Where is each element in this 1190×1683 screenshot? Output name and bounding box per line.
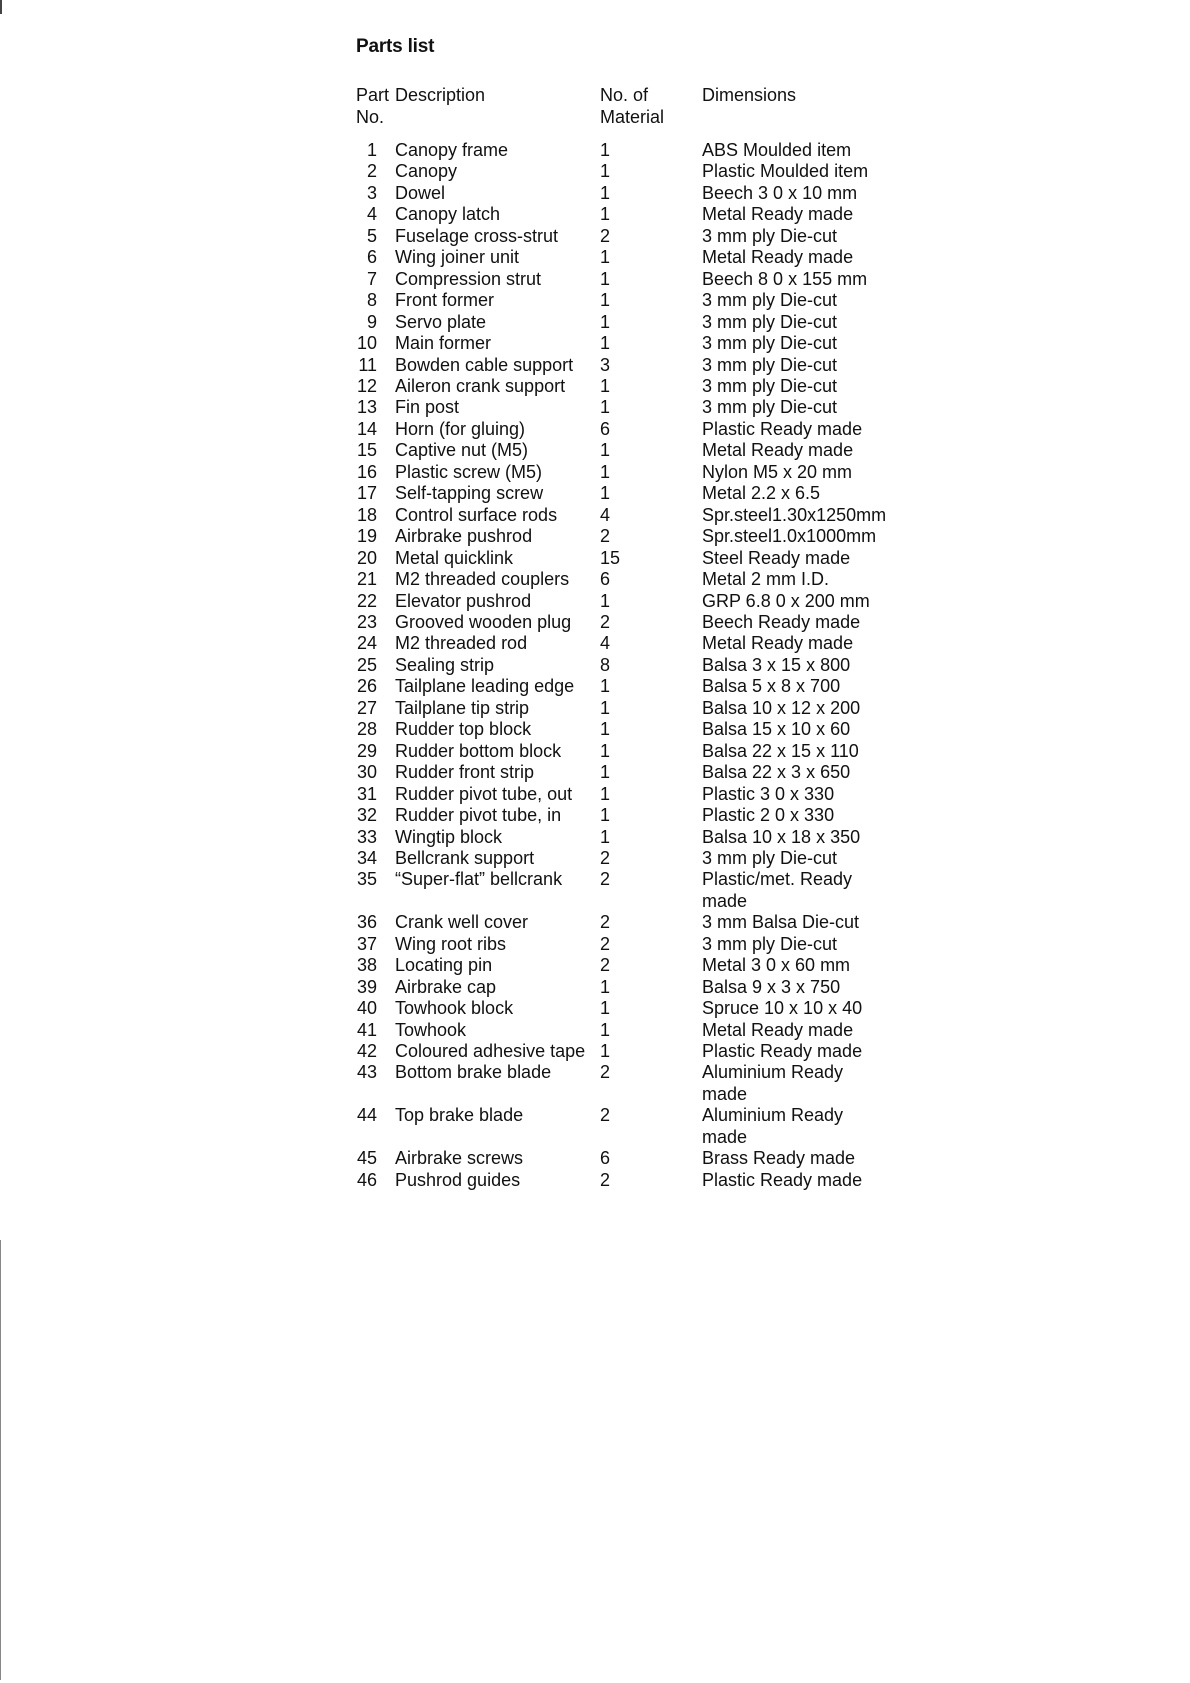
part-number: 7 bbox=[366, 268, 377, 289]
part-quantity: 1 bbox=[600, 268, 611, 289]
part-description: Elevator pushrod bbox=[395, 590, 532, 611]
part-number: 42 bbox=[356, 1041, 377, 1062]
part-number: 22 bbox=[356, 590, 377, 611]
part-quantity: 1 bbox=[600, 140, 611, 160]
part-quantity: 1 bbox=[600, 740, 611, 761]
part-number: 9 bbox=[366, 311, 377, 332]
table-row bbox=[0, 290, 1190, 311]
part-quantity: 1 bbox=[600, 247, 611, 268]
table-row bbox=[0, 269, 1190, 290]
part-dimensions: Balsa 22 x 15 x 110 bbox=[702, 740, 859, 761]
part-dimensions: Balsa 22 x 3 x 650 bbox=[702, 762, 851, 783]
part-dimensions: Metal Ready made bbox=[702, 204, 854, 225]
header-quantity: No. of Material bbox=[600, 85, 665, 127]
part-quantity: 1 bbox=[600, 311, 611, 332]
part-dimensions: Balsa 15 x 10 x 60 bbox=[702, 719, 851, 740]
part-quantity: 2 bbox=[600, 933, 611, 954]
table-row bbox=[0, 1041, 1190, 1062]
part-description: Top brake blade bbox=[395, 1105, 524, 1126]
part-number: 25 bbox=[356, 654, 377, 675]
part-number: 35 bbox=[356, 869, 377, 890]
table-row bbox=[0, 934, 1190, 955]
part-quantity: 1 bbox=[600, 483, 611, 504]
part-description: Grooved wooden plug bbox=[395, 611, 572, 632]
part-description: Wing joiner unit bbox=[395, 247, 520, 268]
part-number: 41 bbox=[356, 1019, 377, 1040]
part-dimensions: Metal 2 mm I.D. bbox=[702, 569, 830, 590]
table-row bbox=[0, 1062, 1190, 1105]
part-quantity: 1 bbox=[600, 204, 611, 225]
part-description: Pushrod guides bbox=[395, 1169, 521, 1190]
part-dimensions: Metal Ready made bbox=[702, 247, 854, 268]
left-edge-mark bbox=[0, 1240, 1, 1680]
part-dimensions: Metal Ready made bbox=[702, 440, 854, 461]
part-dimensions: 3 mm ply Die-cut bbox=[702, 933, 838, 954]
part-description: Towhook block bbox=[395, 998, 514, 1019]
part-dimensions: Balsa 10 x 12 x 200 bbox=[702, 697, 861, 718]
part-description: Fin post bbox=[395, 397, 460, 418]
part-dimensions: 3 mm ply Die-cut bbox=[702, 290, 838, 311]
part-quantity: 2 bbox=[600, 225, 611, 246]
part-quantity: 2 bbox=[600, 1105, 611, 1126]
part-number: 36 bbox=[356, 912, 377, 933]
parts-table bbox=[0, 140, 1190, 1191]
part-number: 4 bbox=[366, 204, 377, 225]
part-description: Rudder top block bbox=[395, 719, 532, 740]
part-dimensions: Metal Ready made bbox=[702, 633, 854, 654]
part-dimensions: Plastic 2 0 x 330 bbox=[702, 805, 835, 826]
part-dimensions: ABS Moulded item bbox=[702, 140, 852, 160]
table-row bbox=[0, 977, 1190, 998]
part-quantity: 1 bbox=[600, 697, 611, 718]
part-description: Bellcrank support bbox=[395, 847, 535, 868]
part-quantity: 2 bbox=[600, 847, 611, 868]
part-description: M2 threaded couplers bbox=[395, 569, 570, 590]
header-dimensions: Dimensions bbox=[702, 85, 797, 105]
table-row bbox=[0, 805, 1190, 826]
part-quantity: 3 bbox=[600, 354, 611, 375]
part-quantity: 1 bbox=[600, 762, 611, 783]
table-row bbox=[0, 1170, 1190, 1191]
table-row bbox=[0, 440, 1190, 461]
part-quantity: 2 bbox=[600, 1062, 611, 1083]
part-dimensions: Plastic Ready made bbox=[702, 1169, 863, 1190]
part-description: Rudder pivot tube, in bbox=[395, 805, 562, 826]
part-number: 20 bbox=[356, 547, 377, 568]
part-number: 37 bbox=[356, 933, 377, 954]
part-quantity: 1 bbox=[600, 397, 611, 418]
part-description: Fuselage cross-strut bbox=[395, 225, 559, 246]
part-number: 12 bbox=[356, 375, 377, 396]
part-number: 5 bbox=[366, 225, 377, 246]
part-description: “Super-flat” bellcrank bbox=[395, 869, 563, 890]
part-number: 29 bbox=[356, 740, 377, 761]
part-number: 8 bbox=[366, 290, 377, 311]
table-row bbox=[0, 526, 1190, 547]
table-row bbox=[0, 719, 1190, 740]
part-number: 17 bbox=[356, 483, 377, 504]
part-number: 23 bbox=[356, 611, 377, 632]
table-row bbox=[0, 161, 1190, 182]
part-description: Compression strut bbox=[395, 268, 542, 289]
part-number: 46 bbox=[356, 1169, 377, 1190]
part-number: 28 bbox=[356, 719, 377, 740]
part-dimensions: Beech 8 0 x 155 mm bbox=[702, 268, 868, 289]
table-row bbox=[0, 333, 1190, 354]
table-row bbox=[0, 462, 1190, 483]
part-description: Metal quicklink bbox=[395, 547, 514, 568]
part-description: Horn (for gluing) bbox=[395, 418, 526, 439]
table-row bbox=[0, 397, 1190, 418]
part-number: 3 bbox=[366, 182, 377, 203]
part-description: Bottom brake blade bbox=[395, 1062, 552, 1083]
part-description: Bowden cable support bbox=[395, 354, 574, 375]
part-dimensions: 3 mm ply Die-cut bbox=[702, 225, 838, 246]
part-quantity: 1 bbox=[600, 783, 611, 804]
part-number: 34 bbox=[356, 847, 377, 868]
part-description: Canopy bbox=[395, 161, 458, 182]
part-quantity: 2 bbox=[600, 526, 611, 547]
table-row bbox=[0, 312, 1190, 333]
part-number: 27 bbox=[356, 697, 377, 718]
part-dimensions: 3 mm ply Die-cut bbox=[702, 397, 838, 418]
part-quantity: 1 bbox=[600, 461, 611, 482]
part-description: Coloured adhesive tape bbox=[395, 1041, 586, 1062]
table-row bbox=[0, 1148, 1190, 1169]
part-quantity: 4 bbox=[600, 633, 611, 654]
header-description: Description bbox=[395, 85, 486, 105]
left-edge-mark bbox=[0, 0, 2, 14]
part-description: Aileron crank support bbox=[395, 375, 566, 396]
part-number: 38 bbox=[356, 955, 377, 976]
part-dimensions: Metal 3 0 x 60 mm bbox=[702, 955, 851, 976]
part-quantity: 2 bbox=[600, 1169, 611, 1190]
part-quantity: 1 bbox=[600, 719, 611, 740]
part-quantity: 1 bbox=[600, 290, 611, 311]
part-dimensions: Beech Ready made bbox=[702, 611, 861, 632]
part-number: 44 bbox=[356, 1105, 377, 1126]
part-dimensions: Balsa 3 x 15 x 800 bbox=[702, 654, 851, 675]
part-description: Front former bbox=[395, 290, 495, 311]
part-quantity: 1 bbox=[600, 440, 611, 461]
part-description: Airbrake cap bbox=[395, 976, 497, 997]
part-dimensions: Plastic Moulded item bbox=[702, 161, 869, 182]
part-dimensions: Aluminium Ready made bbox=[702, 1062, 844, 1104]
page-title: Parts list bbox=[356, 36, 435, 57]
part-dimensions: Aluminium Ready made bbox=[702, 1105, 844, 1147]
table-row bbox=[0, 612, 1190, 633]
part-number: 32 bbox=[356, 805, 377, 826]
part-dimensions: Brass Ready made bbox=[702, 1148, 856, 1169]
part-description: Sealing strip bbox=[395, 654, 495, 675]
part-quantity: 6 bbox=[600, 569, 611, 590]
part-description: Wing root ribs bbox=[395, 933, 507, 954]
part-number: 31 bbox=[356, 783, 377, 804]
table-row bbox=[0, 827, 1190, 848]
part-number: 45 bbox=[356, 1148, 377, 1169]
table-row bbox=[0, 140, 1190, 161]
part-description: Captive nut (M5) bbox=[395, 440, 529, 461]
table-row bbox=[0, 1105, 1190, 1148]
part-dimensions: Spr.steel1.30x1250mm bbox=[702, 504, 887, 525]
part-number: 15 bbox=[356, 440, 377, 461]
part-quantity: 1 bbox=[600, 1019, 611, 1040]
part-description: Wingtip block bbox=[395, 826, 503, 847]
part-quantity: 1 bbox=[600, 976, 611, 997]
table-row bbox=[0, 869, 1190, 912]
part-quantity: 2 bbox=[600, 611, 611, 632]
part-dimensions: GRP 6.8 0 x 200 mm bbox=[702, 590, 870, 611]
part-number: 2 bbox=[366, 161, 377, 182]
part-dimensions: Metal 2.2 x 6.5 bbox=[702, 483, 821, 504]
part-number: 19 bbox=[356, 526, 377, 547]
part-number: 16 bbox=[356, 461, 377, 482]
table-row bbox=[0, 226, 1190, 247]
part-quantity: 6 bbox=[600, 1148, 611, 1169]
table-row bbox=[0, 505, 1190, 526]
part-quantity: 15 bbox=[600, 547, 621, 568]
table-row bbox=[0, 376, 1190, 397]
part-quantity: 4 bbox=[600, 504, 611, 525]
table-row bbox=[0, 419, 1190, 440]
part-dimensions: Spr.steel1.0x1000mm bbox=[702, 526, 877, 547]
part-dimensions: Plastic Ready made bbox=[702, 1041, 863, 1062]
part-number: 26 bbox=[356, 676, 377, 697]
table-row bbox=[0, 655, 1190, 676]
part-number: 14 bbox=[356, 418, 377, 439]
part-description: Rudder bottom block bbox=[395, 740, 562, 761]
part-dimensions: Steel Ready made bbox=[702, 547, 851, 568]
part-number: 21 bbox=[356, 569, 377, 590]
part-dimensions: Plastic Ready made bbox=[702, 418, 863, 439]
part-quantity: 1 bbox=[600, 998, 611, 1019]
table-row bbox=[0, 676, 1190, 697]
part-description: Crank well cover bbox=[395, 912, 529, 933]
table-row bbox=[0, 998, 1190, 1019]
table-row bbox=[0, 591, 1190, 612]
part-dimensions: Plastic/met. Ready made bbox=[702, 869, 853, 911]
part-quantity: 1 bbox=[600, 590, 611, 611]
part-quantity: 6 bbox=[600, 418, 611, 439]
part-dimensions: Metal Ready made bbox=[702, 1019, 854, 1040]
part-quantity: 2 bbox=[600, 869, 611, 890]
part-number: 6 bbox=[366, 247, 377, 268]
part-description: Plastic screw (M5) bbox=[395, 461, 543, 482]
part-description: Locating pin bbox=[395, 955, 493, 976]
part-description: Airbrake screws bbox=[395, 1148, 524, 1169]
header-part-no: Part No. bbox=[356, 85, 390, 127]
part-description: Rudder front strip bbox=[395, 762, 535, 783]
part-number: 30 bbox=[356, 762, 377, 783]
part-description: Control surface rods bbox=[395, 504, 558, 525]
part-quantity: 1 bbox=[600, 1041, 611, 1062]
part-description: Servo plate bbox=[395, 311, 487, 332]
part-description: Self-tapping screw bbox=[395, 483, 544, 504]
part-description: Canopy latch bbox=[395, 204, 501, 225]
table-row bbox=[0, 698, 1190, 719]
table-row bbox=[0, 741, 1190, 762]
part-number: 33 bbox=[356, 826, 377, 847]
table-row bbox=[0, 955, 1190, 976]
part-dimensions: Nylon M5 x 20 mm bbox=[702, 461, 853, 482]
table-row bbox=[0, 633, 1190, 654]
part-quantity: 2 bbox=[600, 955, 611, 976]
part-number: 18 bbox=[356, 504, 377, 525]
part-description: Airbrake pushrod bbox=[395, 526, 533, 547]
part-dimensions: Plastic 3 0 x 330 bbox=[702, 783, 835, 804]
table-row bbox=[0, 355, 1190, 376]
part-quantity: 1 bbox=[600, 375, 611, 396]
table-row bbox=[0, 183, 1190, 204]
table-row bbox=[0, 483, 1190, 504]
part-dimensions: 3 mm ply Die-cut bbox=[702, 354, 838, 375]
part-quantity: 1 bbox=[600, 161, 611, 182]
part-description: Canopy frame bbox=[395, 140, 509, 160]
part-dimensions: 3 mm ply Die-cut bbox=[702, 333, 838, 354]
part-quantity: 2 bbox=[600, 912, 611, 933]
part-number: 13 bbox=[356, 397, 377, 418]
part-dimensions: 3 mm ply Die-cut bbox=[702, 375, 838, 396]
part-quantity: 1 bbox=[600, 805, 611, 826]
part-description: Dowel bbox=[395, 182, 446, 203]
part-dimensions: 3 mm Balsa Die-cut bbox=[702, 912, 860, 933]
part-dimensions: Balsa 9 x 3 x 750 bbox=[702, 976, 841, 997]
part-dimensions: 3 mm ply Die-cut bbox=[702, 847, 838, 868]
part-quantity: 1 bbox=[600, 182, 611, 203]
part-dimensions: Beech 3 0 x 10 mm bbox=[702, 182, 858, 203]
part-number: 24 bbox=[356, 633, 377, 654]
part-number: 11 bbox=[358, 354, 377, 375]
table-row bbox=[0, 548, 1190, 569]
part-quantity: 8 bbox=[600, 654, 611, 675]
part-quantity: 1 bbox=[600, 676, 611, 697]
part-dimensions: Balsa 5 x 8 x 700 bbox=[702, 676, 841, 697]
part-description: Rudder pivot tube, out bbox=[395, 783, 573, 804]
table-row bbox=[0, 569, 1190, 590]
part-number: 43 bbox=[356, 1062, 377, 1083]
part-dimensions: 3 mm ply Die-cut bbox=[702, 311, 838, 332]
part-quantity: 1 bbox=[600, 333, 611, 354]
part-number: 40 bbox=[356, 998, 377, 1019]
table-row bbox=[0, 247, 1190, 268]
part-description: Main former bbox=[395, 333, 492, 354]
part-dimensions: Balsa 10 x 18 x 350 bbox=[702, 826, 861, 847]
part-number: 1 bbox=[366, 140, 377, 160]
part-description: M2 threaded rod bbox=[395, 633, 528, 654]
part-description: Towhook bbox=[395, 1019, 467, 1040]
part-number: 39 bbox=[356, 976, 377, 997]
table-row bbox=[0, 912, 1190, 933]
part-description: Tailplane leading edge bbox=[395, 676, 575, 697]
table-row bbox=[0, 204, 1190, 225]
part-number: 10 bbox=[356, 333, 377, 354]
table-row bbox=[0, 1020, 1190, 1041]
part-quantity: 1 bbox=[600, 826, 611, 847]
table-row bbox=[0, 848, 1190, 869]
part-description: Tailplane tip strip bbox=[395, 697, 530, 718]
part-dimensions: Spruce 10 x 10 x 40 bbox=[702, 998, 863, 1019]
table-row bbox=[0, 762, 1190, 783]
table-row bbox=[0, 784, 1190, 805]
